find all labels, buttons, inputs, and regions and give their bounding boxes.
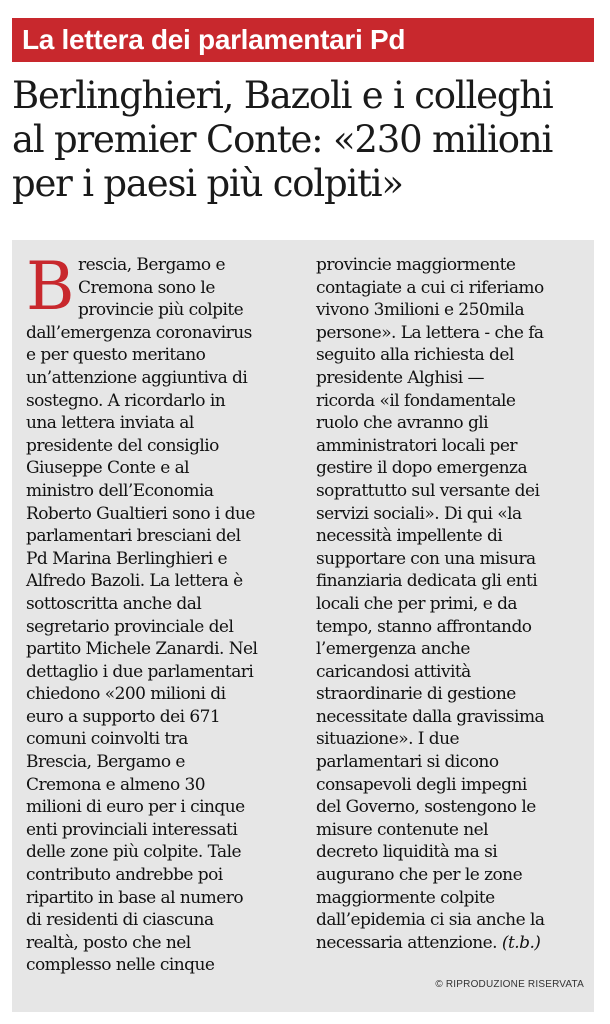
section-kicker: La lettera dei parlamentari Pd xyxy=(12,18,594,62)
article-line: decreto liquidità ma si xyxy=(316,842,498,863)
article-column-right xyxy=(316,254,588,954)
article-line-text: necessaria attenzione. xyxy=(316,932,498,953)
article-line: supportare con una misura xyxy=(316,548,536,569)
article-line: servizi sociali». Di qui «la xyxy=(316,503,522,524)
article-line: vivono 3milioni e 250mila xyxy=(316,300,525,321)
article-line: maggiormente colpite xyxy=(316,887,495,908)
article-line: del Governo, sostengono le xyxy=(316,797,536,818)
article-line: partito Michele Zanardi. Nel xyxy=(26,639,258,660)
article-line: parlamentari si dicono xyxy=(316,752,499,773)
article-line: consapevoli degli impegni xyxy=(316,774,527,795)
article-line: gestire il dopo emergenza xyxy=(316,458,528,479)
article-line: Pd Marina Berlinghieri e xyxy=(26,548,227,569)
article-line: persone». La lettera - che fa xyxy=(316,322,544,343)
article-line: locali che per primi, e da xyxy=(316,593,518,614)
drop-cap: B xyxy=(26,248,75,325)
article-line: ruolo che avranno gli xyxy=(316,413,489,434)
headline-line: per i paesi più colpiti» xyxy=(12,162,403,205)
article-line: Giuseppe Conte e al xyxy=(26,458,190,479)
article-line: contagiate a cui ci riferiamo xyxy=(316,277,544,298)
article-line: dall’emergenza coronavirus xyxy=(26,322,252,343)
article-line: milioni di euro per i cinque xyxy=(26,797,245,818)
article-line: finanziaria dedicata gli enti xyxy=(316,571,538,592)
article-line: situazione». I due xyxy=(316,729,460,750)
article-line: rescia, Bergamo e xyxy=(78,255,225,275)
article-line: Cremona e almeno 30 xyxy=(26,774,206,795)
article-line: necessità impellente di xyxy=(316,526,503,547)
article-column-left xyxy=(26,248,302,977)
article-line: augurano che per le zone xyxy=(316,865,523,886)
article-line: amministratori locali per xyxy=(316,435,517,456)
article-line: tempo, stanno affrontando xyxy=(316,616,532,637)
article-line: provincie maggiormente xyxy=(316,255,516,275)
article-line: segretario provinciale del xyxy=(26,616,234,637)
article-line: comuni coinvolti tra xyxy=(26,729,188,750)
article-line: e per questo meritano xyxy=(26,345,206,366)
article-line: seguito alla richiesta del xyxy=(316,345,514,366)
article-line: provincie più colpite xyxy=(78,300,244,321)
article-line: presidente del consiglio xyxy=(26,435,219,456)
article-line: complesso nelle cinque xyxy=(26,955,215,976)
article-line: un’attenzione aggiuntiva di xyxy=(26,367,248,388)
article-line: Roberto Gualtieri sono i due xyxy=(26,503,255,524)
headline-line: Berlinghieri, Bazoli e i colleghi xyxy=(12,74,553,117)
article-line: ministro dell’Economia xyxy=(26,480,214,501)
article-line: delle zone più colpite. Tale xyxy=(26,842,242,863)
article-line: euro a supporto dei 671 xyxy=(26,706,221,727)
article-line: misure contenute nel xyxy=(316,819,489,840)
article-line: ripartito in base al numero xyxy=(26,887,244,908)
article-line: di residenti di ciascuna xyxy=(26,910,214,931)
article-line: ricorda «il fondamentale xyxy=(316,390,516,411)
article-line: straordinarie di gestione xyxy=(316,684,516,705)
article-line: sottoscritta anche dal xyxy=(26,593,202,614)
headline-line: al premier Conte: «230 milioni xyxy=(12,118,553,161)
article-line: l’emergenza anche xyxy=(316,639,470,660)
author-signature: (t.b.) xyxy=(501,932,541,953)
article-line: contributo andrebbe poi xyxy=(26,865,223,886)
article-line: dettaglio i due parlamentari xyxy=(26,661,254,682)
article-line: Brescia, Bergamo e xyxy=(26,752,185,773)
article-line: realtà, posto che nel xyxy=(26,932,191,953)
article-line: enti provinciali interessati xyxy=(26,819,238,840)
article-line: Cremona sono le xyxy=(78,277,215,298)
article-line: presidente Alghisi — xyxy=(316,367,484,388)
article-line: caricandosi attività xyxy=(316,661,471,682)
article-line: Alfredo Bazoli. La lettera è xyxy=(26,571,243,592)
article-line: sostegno. A ricordarlo in xyxy=(26,390,226,411)
article-line xyxy=(316,932,588,955)
article-line: necessitate dalla gravissima xyxy=(316,706,545,727)
article-line: soprattutto sul versante dei xyxy=(316,480,540,501)
copyright-notice: © RIPRODUZIONE RISERVATA xyxy=(435,979,584,990)
article-line: parlamentari bresciani del xyxy=(26,526,241,547)
article-line: dall’epidemia ci sia anche la xyxy=(316,910,545,931)
article-line: chiedono «200 milioni di xyxy=(26,684,226,705)
headline xyxy=(12,74,598,206)
article-line: una lettera inviata al xyxy=(26,413,194,434)
